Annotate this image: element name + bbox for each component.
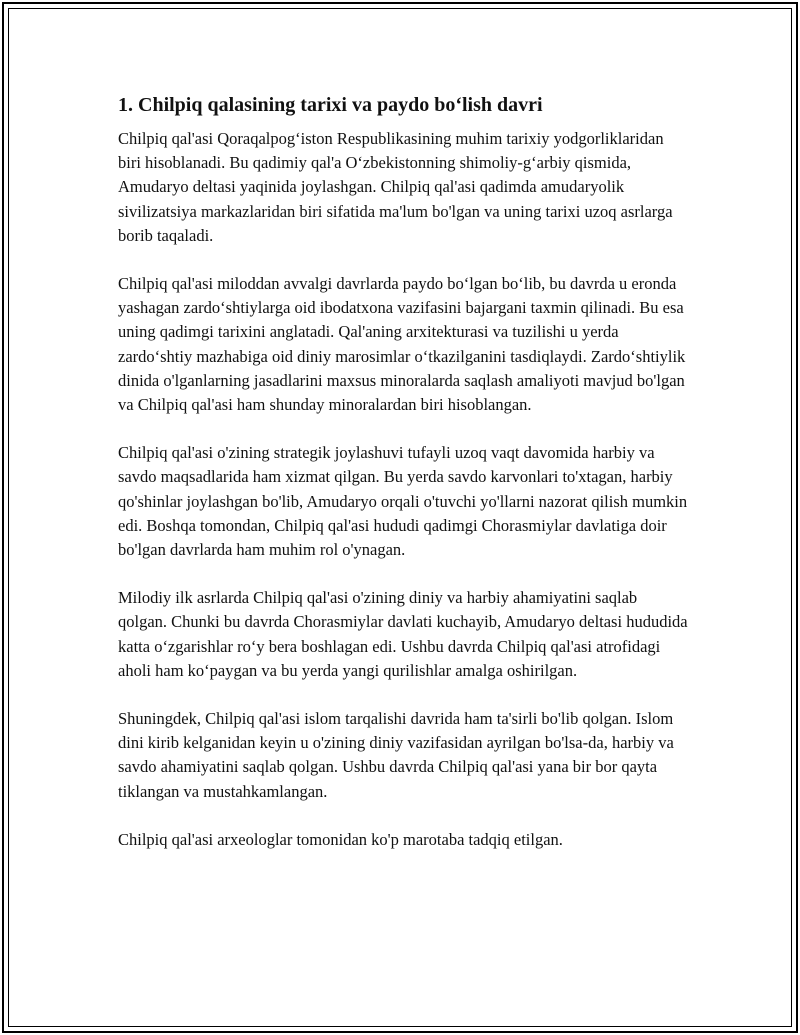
paragraph-1: Chilpiq qal'asi Qoraqalpog‘iston Respublikasining muhim tarixiy yodgorliklaridan biri hisoblanadi. Bu qadimiy qal'a O‘zbekistonning shimoliy-g‘arbiy qismida, Amudaryo deltasi yaqinida joylashgan. Chilpiq qal'asi qadimda amudaryolik sivilizatsiya markazlaridan biri sifatida ma'lum bo'lgan va uning tarixi uzoq asrlarga borib taqaladi. bbox=[118, 129, 673, 245]
paragraph-6: Chilpiq qal'asi arxeologlar tomonidan ko'p marotaba tadqiq etilgan. bbox=[118, 829, 563, 849]
paragraph-4: Milodiy ilk asrlarda Chilpiq qal'asi o'zining diniy va harbiy ahamiyatini saqlab qolgan. Chunki bu davrda Chorasmiylar davlati kuchayib, Amudaryo deltasi hududida katta o‘zgarishlar ro‘y bera boshlagan edi. Ushbu davrda Chilpiq qal'asi atrofidagi aholi ham ko‘paygan va bu yerda yangi qurilishlar amalga oshirilgan. bbox=[118, 588, 688, 680]
paragraph-2: Chilpiq qal'asi miloddan avvalgi davrlarda paydo bo‘lgan bo‘lib, bu davrda u eronda yashagan zardo‘shtiylarga oid ibodatxona vazifasini bajargani taxmin qilinadi. Bu esa uning qadimgi tarixini anglatadi. Qal'aning arxitekturasi va tuzilishi u yerda zardo‘shtiy mazhabiga oid diniy marosimlar o‘tkazilganini tasdiqlaydi. Zardo‘shtiylik dinida o'lganlarning jasadlarini maxsus minoralarda saqlash amaliyoti mavjud bo'lgan va Chilpiq qal'asi ham shunday minoralardan biri hisoblangan. bbox=[118, 274, 686, 415]
paragraph-5: Shuningdek, Chilpiq qal'asi islom tarqalishi davrida ham ta'sirli bo'lib qolgan. Islom dini kirib kelganidan keyin u o'zining diniy vazifasidan ayrilgan bo'lsa-da, harbiy va savdo ahamiyatini saqlab qolgan. Ushbu davrda Chilpiq qal'asi yana bir bor qayta tiklangan va mustahkamlangan. bbox=[118, 709, 674, 801]
document-body bbox=[118, 90, 690, 876]
section-heading: 1. Chilpiq qalasining tarixi va paydo bo‘lish davri bbox=[118, 94, 543, 116]
paragraph-3: Chilpiq qal'asi o'zining strategik joylashuvi tufayli uzoq vaqt davomida harbiy va savdo maqsadlarida ham xizmat qilgan. Bu yerda savdo karvonlari to'xtagan, harbiy qo'shinlar joylashgan bo'lib, Amudaryo orqali o'tuvchi yo'llarni nazorat qilish mumkin edi. Boshqa tomondan, Chilpiq qal'asi hududi qadimgi Chorasmiylar davlatiga doir bo'lgan davrlarda ham muhim rol o'ynagan. bbox=[118, 443, 688, 560]
